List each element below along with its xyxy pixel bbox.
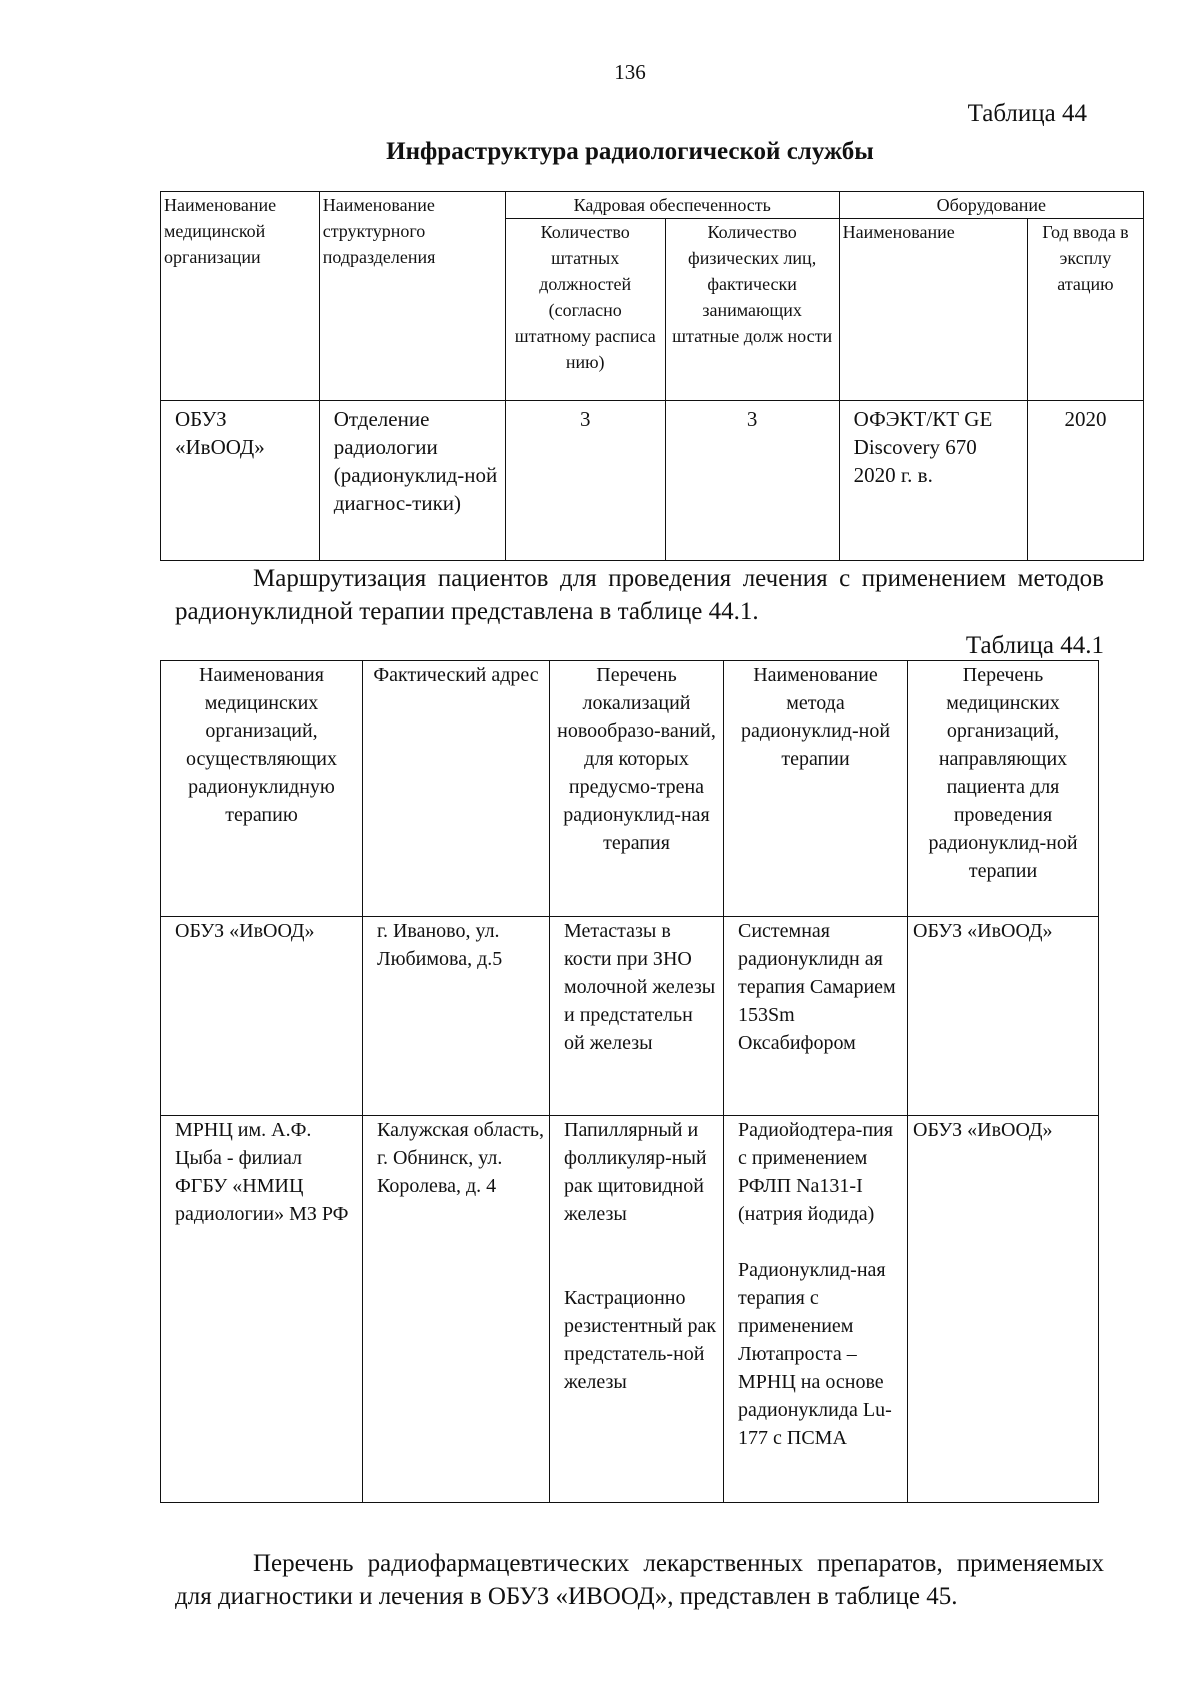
- cell-org: ОБУЗ «ИвООД»: [161, 917, 363, 1116]
- table-44-caption: Таблица 44: [967, 100, 1087, 127]
- table-44-1-caption: Таблица 44.1: [965, 632, 1104, 659]
- header-address: Фактический адрес: [363, 661, 550, 917]
- cell-equip-name: ОФЭКТ/КТ GE Discovery 670 2020 г. в.: [839, 401, 1027, 561]
- table-row: [161, 917, 1099, 1116]
- cell-address: г. Иваново, ул. Любимова, д.5: [363, 917, 550, 1116]
- header-org: Наименование медицинской организации: [161, 192, 320, 401]
- page-number: 136: [614, 60, 646, 84]
- table-row: [161, 401, 1144, 561]
- cell-referring: ОБУЗ «ИвООД»: [908, 917, 1099, 1116]
- table-row: [161, 1116, 1099, 1503]
- header-localizations: Перечень локализаций новообразо-ваний, для которых предусмо-трена радионуклид-ная терапия: [550, 661, 724, 917]
- cell-persons: 3: [665, 401, 839, 561]
- header-orgs: Наименования медицинских организаций, осуществляющих радионуклидную терапию: [161, 661, 363, 917]
- paragraph-routing: Маршрутизация пациентов для проведения лечения с применением методов радионуклидной терапии представлена в таблице 44.1.: [175, 565, 1104, 625]
- header-staff-positions: Количество штатных должностей (согласно штатному расписа нию): [505, 219, 665, 401]
- cell-referring: ОБУЗ «ИвООД»: [908, 1116, 1099, 1503]
- cell-localization: Метастазы в кости при ЗНО молочной железы и предстательн ой железы: [550, 917, 724, 1116]
- cell-method: Системная радионуклидн ая терапия Самарием 153Sm Оксабифором: [724, 917, 908, 1116]
- localization-a: Папиллярный и фолликуляр-ный рак щитовидной железы: [564, 1119, 707, 1225]
- header-unit: Наименование структурного подразделения: [319, 192, 505, 401]
- cell-positions: 3: [505, 401, 665, 561]
- table-44-title: Инфраструктура радиологической службы: [386, 138, 874, 165]
- header-equipment: Оборудование: [839, 192, 1143, 219]
- cell-method: [724, 1116, 908, 1503]
- cell-unit: Отделение радиологии (радионуклид-ной диагнос-тики): [319, 401, 505, 561]
- table-44: [160, 191, 1144, 561]
- header-referring: Перечень медицинских организаций, направляющих пациента для проведения радионуклид-ной терапии: [908, 661, 1099, 917]
- method-a: Радиойодтера-пия с применением РФЛП Na131-I (натрия йодида): [738, 1119, 893, 1225]
- header-equip-name: Наименование: [839, 219, 1027, 401]
- cell-org: ОБУЗ «ИвООД»: [161, 401, 320, 561]
- header-staffing: Кадровая обеспеченность: [505, 192, 839, 219]
- header-method: Наименование метода радионуклид-ной терапии: [724, 661, 908, 917]
- localization-b: Кастрационно резистентный рак предстатель-ной железы: [564, 1287, 717, 1393]
- cell-localization: [550, 1116, 724, 1503]
- cell-address: Калужская область, г. Обнинск, ул. Королева, д. 4: [363, 1116, 550, 1503]
- header-equip-year: Год ввода в эксплу атацию: [1027, 219, 1143, 401]
- cell-org: МРНЦ им. А.Ф. Цыба - филиал ФГБУ «НМИЦ радиологии» МЗ РФ: [161, 1116, 363, 1503]
- header-staff-persons: Количество физических лиц, фактически занимающих штатные долж ности: [665, 219, 839, 401]
- paragraph-rfp-list: Перечень радиофармацевтических лекарственных препаратов, применяемых для диагностики и лечения в ОБУЗ «ИВООД», представлен в таблице 45.: [175, 1550, 1104, 1610]
- cell-year: 2020: [1027, 401, 1143, 561]
- table-44-1: [160, 660, 1099, 1503]
- method-b: Радионуклид-ная терапия с применением Лютапроста – МРНЦ на основе радионуклида Lu-177 с ПСМА: [738, 1259, 892, 1449]
